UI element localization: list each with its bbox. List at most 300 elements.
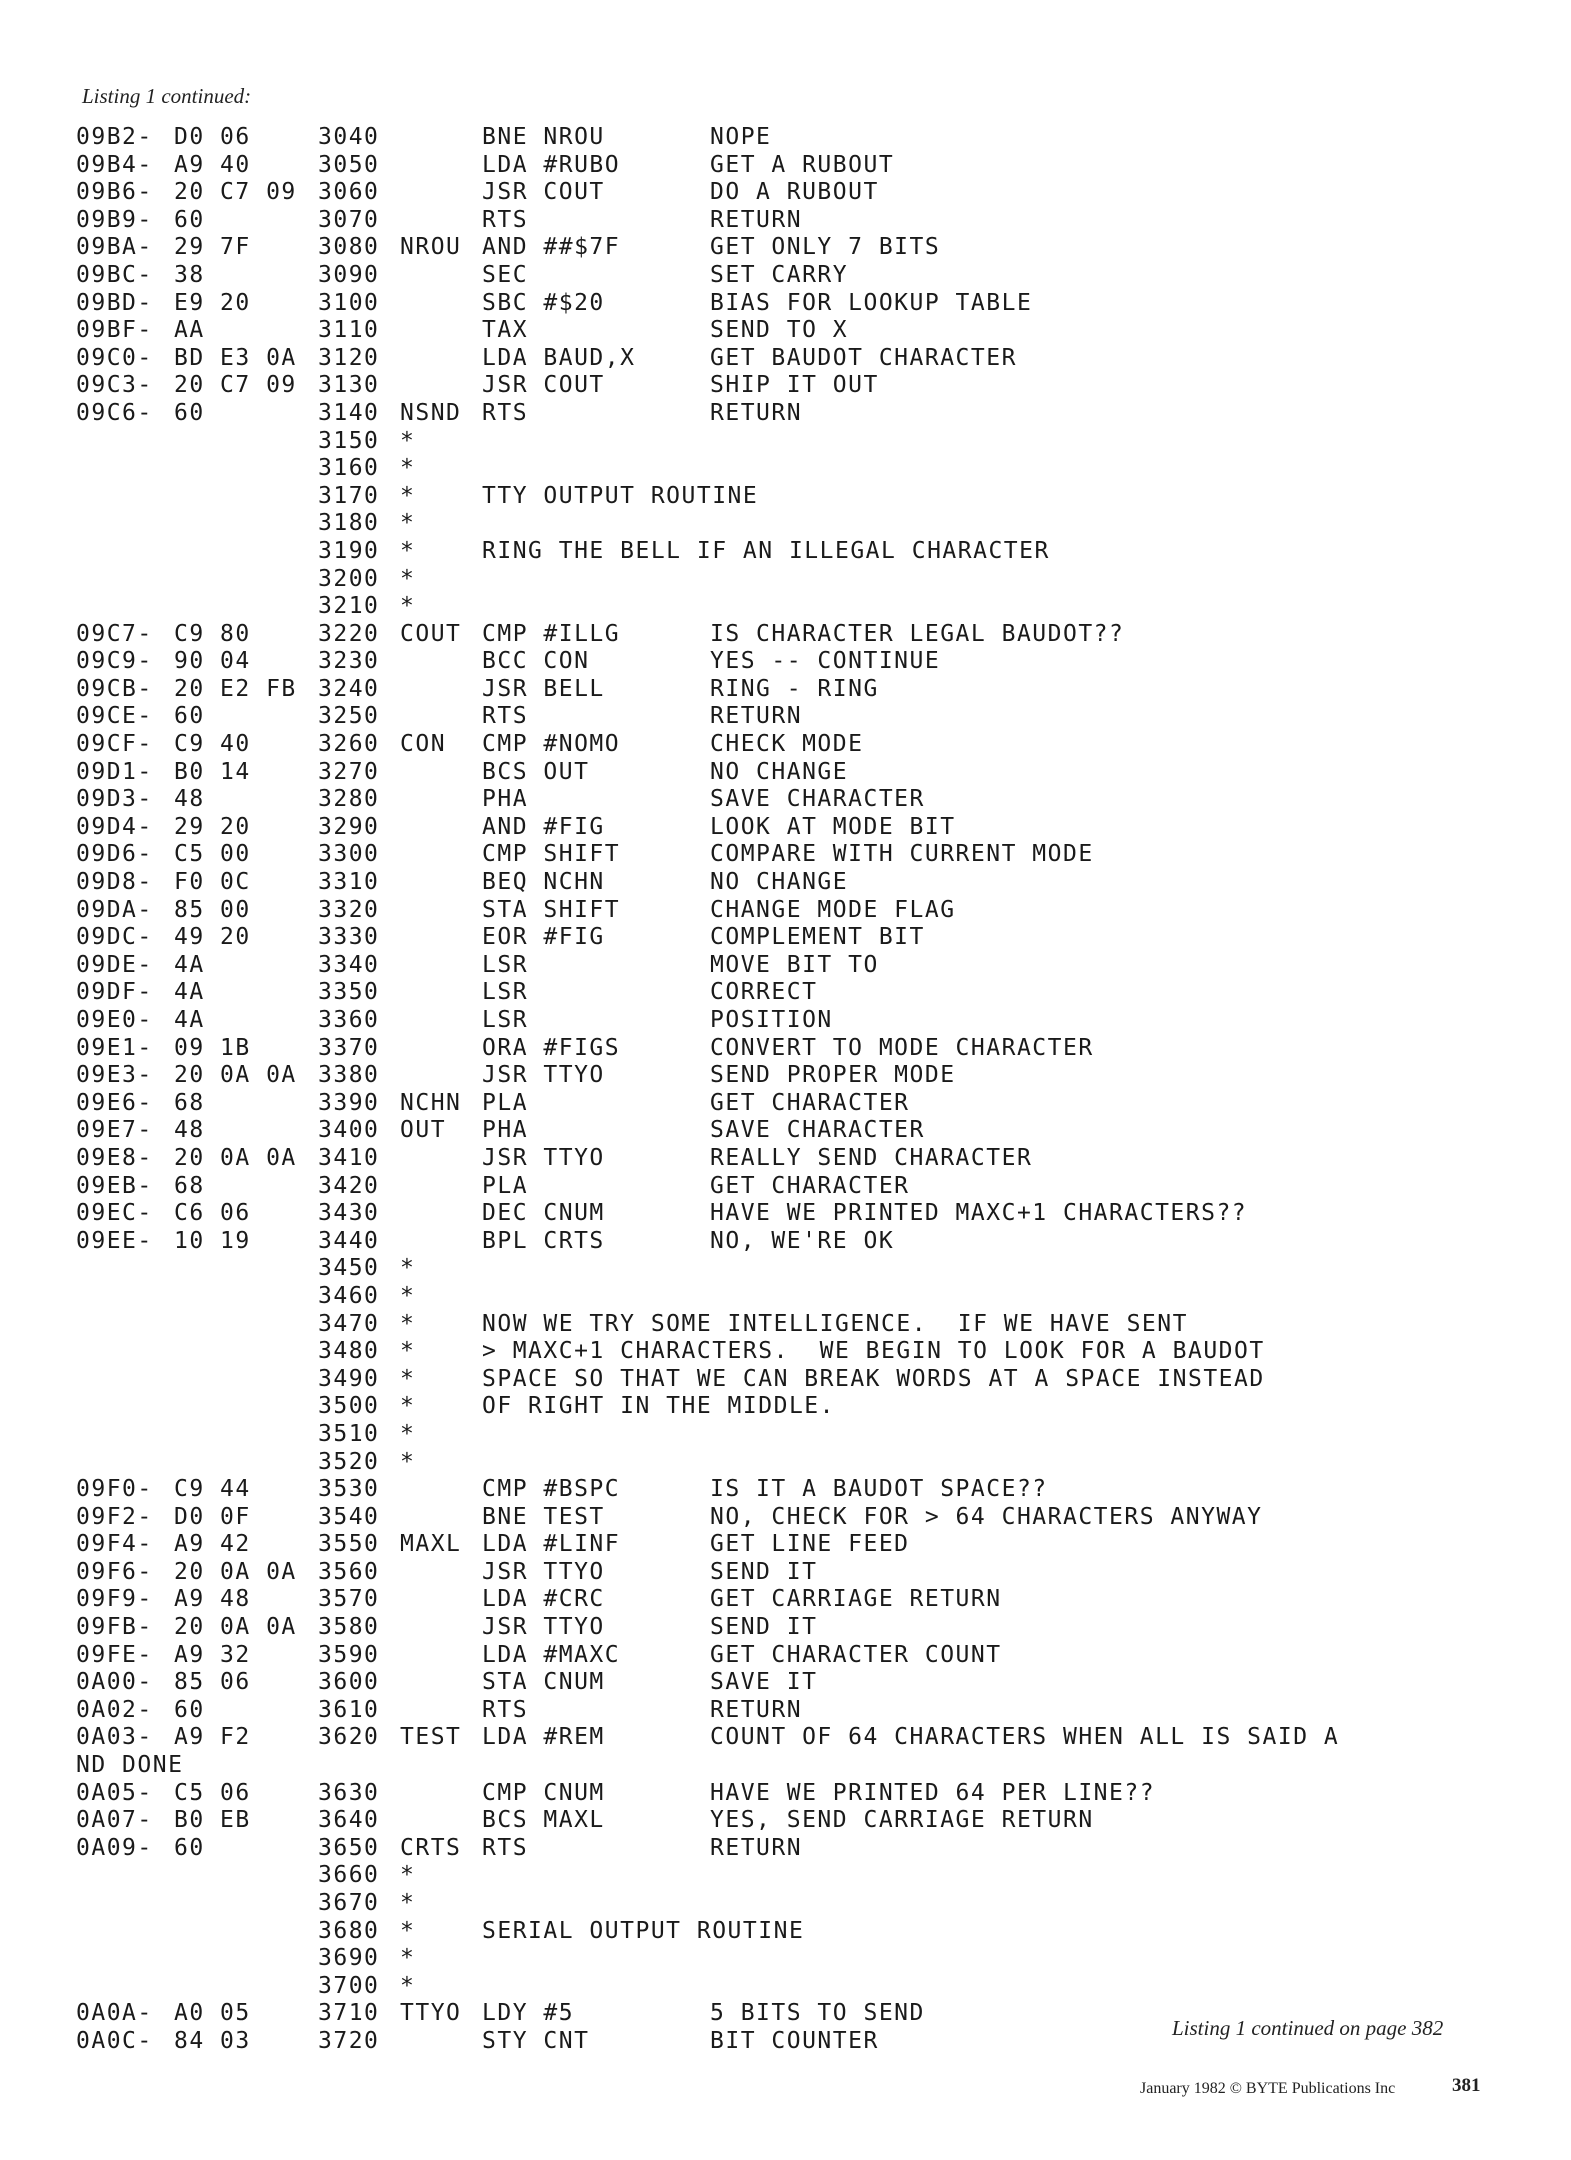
listing-comment: BIAS FOR LOOKUP TABLE: [710, 289, 1033, 316]
listing-bytes: 4A: [174, 1007, 205, 1033]
listing-line: 3690: [318, 1945, 380, 1972]
listing-op: BNE TEST: [482, 1503, 605, 1530]
listing-addr: 09B6-: [76, 179, 153, 206]
listing-comment: SEND TO X: [710, 317, 849, 344]
listing-label: *: [400, 1945, 416, 1972]
listing-line: 3530: [318, 1476, 380, 1503]
listing-line: [76, 1338, 1516, 1366]
listing-comment: SAVE CHARACTER: [710, 786, 925, 813]
listing-line: [76, 1062, 1516, 1090]
listing-line: 3300: [318, 841, 380, 868]
listing-label: *: [400, 510, 416, 537]
listing-addr: 09D4-: [76, 813, 153, 840]
listing-comment: CORRECT: [710, 979, 818, 1006]
listing-op: STY CNT: [482, 2027, 590, 2054]
listing-op: PHA: [482, 786, 529, 813]
page-footer: January 1982 © BYTE Publications Inc: [1140, 2080, 1396, 2097]
listing-line: [76, 621, 1516, 649]
listing-bytes: 60: [174, 206, 205, 233]
listing-addr: 09D1-: [76, 758, 153, 785]
listing-op: SEC: [482, 261, 529, 288]
listing-bytes: 4A: [174, 979, 205, 1006]
listing-op: BCC CON: [482, 648, 590, 675]
listing-label: *: [400, 1862, 416, 1889]
listing-addr: 09E8-: [76, 1144, 153, 1171]
listing-op: RING THE BELL IF AN ILLEGAL CHARACTER: [482, 537, 1050, 564]
listing-line: [76, 262, 1516, 290]
listing-op: STA CNUM: [482, 1669, 605, 1696]
listing-line: 3050: [318, 151, 380, 178]
listing-addr: 09F2-: [76, 1503, 153, 1530]
listing-op: JSR TTYO: [482, 1144, 605, 1171]
listing-op: LSR: [482, 951, 529, 978]
listing-line: [76, 428, 1516, 456]
listing-line: 3270: [318, 758, 380, 785]
listing-line: 3290: [318, 813, 380, 840]
listing-bytes: C5 00: [174, 841, 251, 868]
listing-line: [76, 152, 1516, 180]
listing-bytes: 20 0A 0A: [174, 1614, 297, 1641]
listing-line: 3650: [318, 1834, 380, 1861]
listing-addr: 09C3-: [76, 372, 153, 399]
listing-addr: 09DC-: [76, 924, 153, 951]
listing-line: [76, 1449, 1516, 1477]
listing-op: BCS MAXL: [482, 1807, 605, 1834]
listing-line: 3250: [318, 703, 380, 730]
listing-line: [76, 1890, 1516, 1918]
listing-line: 3430: [318, 1200, 380, 1227]
listing-comment: REALLY SEND CHARACTER: [710, 1144, 1033, 1171]
listing-line: 3580: [318, 1614, 380, 1641]
listing-line: 3160: [318, 455, 380, 482]
listing-label: *: [400, 1393, 416, 1420]
listing-line: 3390: [318, 1089, 380, 1116]
listing-line: [76, 1283, 1516, 1311]
listing-bytes: E9 20: [174, 289, 251, 316]
listing-line: [76, 1724, 1516, 1752]
listing-addr: 09C0-: [76, 344, 153, 371]
listing-op: TAX: [482, 317, 529, 344]
listing-op: SBC #$20: [482, 289, 605, 316]
listing-comment: SAVE IT: [710, 1669, 818, 1696]
listing-addr: 09FB-: [76, 1614, 153, 1641]
listing-line: 3080: [318, 234, 380, 261]
listing-bytes: 29 20: [174, 813, 251, 840]
listing-line: [76, 1421, 1516, 1449]
listing-comment: RETURN: [710, 399, 803, 426]
listing-line: [76, 1311, 1516, 1339]
listing-line: 3200: [318, 565, 380, 592]
listing-line: 3220: [318, 620, 380, 647]
listing-bytes: 49 20: [174, 924, 251, 951]
listing-addr: 09F0-: [76, 1476, 153, 1503]
listing-comment: POSITION: [710, 1007, 833, 1033]
listing-addr: 09EE-: [76, 1227, 153, 1254]
listing-op: JSR TTYO: [482, 1614, 605, 1641]
listing-line: 3040: [318, 124, 380, 150]
listing-line: 3090: [318, 261, 380, 288]
listing-line: 3150: [318, 427, 380, 454]
listing-addr: 09F4-: [76, 1531, 153, 1558]
listing-line: [76, 1504, 1516, 1532]
listing-label: OUT: [400, 1117, 447, 1144]
listing-op: LDA BAUD,X: [482, 344, 636, 371]
listing-op: JSR COUT: [482, 179, 605, 206]
listing-addr: 09DE-: [76, 951, 153, 978]
listing-op: PHA: [482, 1117, 529, 1144]
listing-line: [76, 593, 1516, 621]
listing-op: LDA #LINF: [482, 1531, 621, 1558]
listing-bytes: A0 05: [174, 2000, 251, 2027]
continued-note: Listing 1 continued on page 382: [1172, 2016, 1444, 2040]
listing-line: [76, 786, 1516, 814]
listing-line: [76, 290, 1516, 318]
listing-line: [76, 1145, 1516, 1173]
listing-comment: 5 BITS TO SEND: [710, 2000, 925, 2027]
listing-label: NROU: [400, 234, 462, 261]
listing-op: DEC CNUM: [482, 1200, 605, 1227]
listing-bytes: 90 04: [174, 648, 251, 675]
listing-addr: 09CE-: [76, 703, 153, 730]
listing-line: 3440: [318, 1227, 380, 1254]
listing-op: PLA: [482, 1089, 529, 1116]
listing-bytes: 60: [174, 399, 205, 426]
listing-op: JSR TTYO: [482, 1062, 605, 1089]
listing-comment: SET CARRY: [710, 261, 849, 288]
listing-line: 3720: [318, 2027, 380, 2054]
listing-bytes: 38: [174, 261, 205, 288]
listing-addr: 09EC-: [76, 1200, 153, 1227]
listing-op: RTS: [482, 1696, 529, 1723]
listing-bytes: D0 06: [174, 124, 251, 150]
listing-bytes: F0 0C: [174, 869, 251, 896]
listing-op: STA SHIFT: [482, 896, 621, 923]
listing-addr: 09B2-: [76, 124, 153, 150]
listing-label: *: [400, 427, 416, 454]
listing-label: TEST: [400, 1724, 462, 1751]
listing-op: BCS OUT: [482, 758, 590, 785]
listing-bytes: C9 44: [174, 1476, 251, 1503]
listing-op: OF RIGHT IN THE MIDDLE.: [482, 1393, 835, 1420]
listing-op: CMP #NOMO: [482, 731, 621, 758]
listing-line: [76, 538, 1516, 566]
listing-line: 3710: [318, 2000, 380, 2027]
listing-label: *: [400, 565, 416, 592]
listing-op: SERIAL OUTPUT ROUTINE: [482, 1917, 805, 1944]
listing-bytes: C9 40: [174, 731, 251, 758]
listing-label: CRTS: [400, 1834, 462, 1861]
listing-line: [76, 1780, 1516, 1808]
listing-label: NCHN: [400, 1089, 462, 1116]
listing-line: [76, 1559, 1516, 1587]
listing-line: [76, 869, 1516, 897]
listing-line: [76, 759, 1516, 787]
listing-line: 3480: [318, 1338, 380, 1365]
listing-comment: SAVE CHARACTER: [710, 1117, 925, 1144]
listing-line: [76, 124, 1516, 152]
listing-line: 3470: [318, 1310, 380, 1337]
listing-line: 3500: [318, 1393, 380, 1420]
listing-line: [76, 317, 1516, 345]
listing-comment: SEND IT: [710, 1614, 818, 1641]
listing-addr: 09BA-: [76, 234, 153, 261]
listing-line: 3540: [318, 1503, 380, 1530]
listing-comment: HAVE WE PRINTED 64 PER LINE??: [710, 1779, 1156, 1806]
listing-bytes: AA: [174, 317, 205, 344]
listing-line: [76, 1835, 1516, 1863]
listing-label: *: [400, 593, 416, 620]
listing-op: RTS: [482, 206, 529, 233]
listing-comment: CONVERT TO MODE CHARACTER: [710, 1034, 1094, 1061]
listing-line: [76, 345, 1516, 373]
listing-label: COUT: [400, 620, 462, 647]
listing-bytes: 20 0A 0A: [174, 1144, 297, 1171]
listing-line: 3640: [318, 1807, 380, 1834]
listing-op: LDA #CRC: [482, 1586, 605, 1613]
listing-op: LSR: [482, 1007, 529, 1033]
listing-label: *: [400, 1972, 416, 1999]
listing-line: [76, 1531, 1516, 1559]
listing-line: 3490: [318, 1365, 380, 1392]
listing-line: 3240: [318, 675, 380, 702]
listing-op: LSR: [482, 979, 529, 1006]
listing-comment: CHANGE MODE FLAG: [710, 896, 956, 923]
listing-line: [76, 1697, 1516, 1725]
listing-line: [76, 566, 1516, 594]
listing-comment: HAVE WE PRINTED MAXC+1 CHARACTERS??: [710, 1200, 1248, 1227]
listing-bytes: 85 00: [174, 896, 251, 923]
listing-bytes: 4A: [174, 951, 205, 978]
page-number: 381: [1452, 2075, 1481, 2096]
listing-line: [76, 841, 1516, 869]
code-listing: [76, 124, 1516, 2054]
listing-label: *: [400, 455, 416, 482]
listing-comment: SEND PROPER MODE: [710, 1062, 956, 1089]
listing-addr: 0A09-: [76, 1834, 153, 1861]
listing-line: [76, 1255, 1516, 1283]
listing-bytes: 48: [174, 786, 205, 813]
listing-line: 3340: [318, 951, 380, 978]
listing-addr: 09F6-: [76, 1558, 153, 1585]
listing-addr: 09D8-: [76, 869, 153, 896]
listing-bytes: B0 14: [174, 758, 251, 785]
listing-addr: 09D3-: [76, 786, 153, 813]
listing-bytes: 20 0A 0A: [174, 1558, 297, 1585]
listing-addr: 0A0A-: [76, 2000, 153, 2027]
listing-line: 3450: [318, 1255, 380, 1282]
listing-op: RTS: [482, 703, 529, 730]
listing-op: BEQ NCHN: [482, 869, 605, 896]
listing-caption: Listing 1 continued:: [82, 84, 252, 108]
listing-line: 3170: [318, 482, 380, 509]
listing-op: JSR BELL: [482, 675, 605, 702]
listing-addr: 09BC-: [76, 261, 153, 288]
listing-addr: 0A05-: [76, 1779, 153, 1806]
listing-bytes: 85 06: [174, 1669, 251, 1696]
listing-comment: GET A RUBOUT: [710, 151, 895, 178]
listing-line: [76, 1945, 1516, 1973]
listing-line: [76, 1366, 1516, 1394]
listing-comment: BIT COUNTER: [710, 2027, 879, 2054]
listing-comment: COMPLEMENT BIT: [710, 924, 925, 951]
listing-bytes: 20 E2 FB: [174, 675, 297, 702]
listing-bytes: 20 0A 0A: [174, 1062, 297, 1089]
listing-line: 3060: [318, 179, 380, 206]
listing-line: 3460: [318, 1282, 380, 1309]
listing-comment: RETURN: [710, 1696, 803, 1723]
listing-line: 3140: [318, 399, 380, 426]
wrapped-text: ND DONE: [76, 1752, 184, 1779]
listing-line: 3360: [318, 1007, 380, 1033]
listing-op: CMP #BSPC: [482, 1476, 621, 1503]
listing-bytes: A9 32: [174, 1641, 251, 1668]
listing-line: 3130: [318, 372, 380, 399]
listing-line: 3350: [318, 979, 380, 1006]
listing-line: [76, 1862, 1516, 1890]
listing-line: [76, 1476, 1516, 1504]
listing-label: *: [400, 1255, 416, 1282]
listing-bytes: 20 C7 09: [174, 372, 297, 399]
listing-addr: 09B4-: [76, 151, 153, 178]
listing-line: [76, 1173, 1516, 1201]
listing-comment: COUNT OF 64 CHARACTERS WHEN ALL IS SAID A: [710, 1724, 1340, 1751]
listing-bytes: A9 F2: [174, 1724, 251, 1751]
listing-comment: GET CHARACTER: [710, 1172, 910, 1199]
listing-label: CON: [400, 731, 447, 758]
listing-line: 3370: [318, 1034, 380, 1061]
listing-line: 3610: [318, 1696, 380, 1723]
listing-label: *: [400, 1338, 416, 1365]
listing-addr: 0A00-: [76, 1669, 153, 1696]
listing-label: *: [400, 1365, 416, 1392]
listing-comment: CHECK MODE: [710, 731, 864, 758]
listing-bytes: A9 48: [174, 1586, 251, 1613]
listing-bytes: BD E3 0A: [174, 344, 297, 371]
listing-addr: 09E7-: [76, 1117, 153, 1144]
listing-addr: 0A02-: [76, 1696, 153, 1723]
listing-bytes: 60: [174, 1834, 205, 1861]
listing-line: [76, 897, 1516, 925]
listing-line: [76, 1807, 1516, 1835]
listing-line: 3380: [318, 1062, 380, 1089]
listing-line: 3260: [318, 731, 380, 758]
listing-label: *: [400, 1448, 416, 1475]
listing-line: [76, 207, 1516, 235]
listing-line: [76, 731, 1516, 759]
listing-line: [76, 703, 1516, 731]
listing-line: [76, 1642, 1516, 1670]
listing-bytes: 68: [174, 1172, 205, 1199]
listing-bytes: C6 06: [174, 1200, 251, 1227]
listing-addr: 09BD-: [76, 289, 153, 316]
listing-op: LDA #MAXC: [482, 1641, 621, 1668]
listing-addr: 09DA-: [76, 896, 153, 923]
listing-comment: NO, CHECK FOR > 64 CHARACTERS ANYWAY: [710, 1503, 1263, 1530]
listing-op: CMP #ILLG: [482, 620, 621, 647]
listing-line: [76, 510, 1516, 538]
listing-bytes: C5 06: [174, 1779, 251, 1806]
listing-line: 3520: [318, 1448, 380, 1475]
listing-line: 3100: [318, 289, 380, 316]
listing-line: [76, 1090, 1516, 1118]
listing-line: [76, 1669, 1516, 1697]
listing-comment: GET CARRIAGE RETURN: [710, 1586, 1002, 1613]
listing-line: [76, 1918, 1516, 1946]
listing-addr: 09C6-: [76, 399, 153, 426]
listing-line: 3570: [318, 1586, 380, 1613]
listing-line: [76, 648, 1516, 676]
listing-line: 3590: [318, 1641, 380, 1668]
listing-op: RTS: [482, 1834, 529, 1861]
listing-comment: RETURN: [710, 703, 803, 730]
listing-label: *: [400, 1917, 416, 1944]
listing-line: 3670: [318, 1890, 380, 1916]
listing-line: [76, 1973, 1516, 2001]
listing-addr: 09E0-: [76, 1007, 153, 1033]
listing-comment: NO, WE'RE OK: [710, 1227, 895, 1254]
listing-line: 3660: [318, 1862, 380, 1889]
listing-line: [76, 1586, 1516, 1614]
listing-comment: SHIP IT OUT: [710, 372, 879, 399]
listing-addr: 09D6-: [76, 841, 153, 868]
listing-comment: YES -- CONTINUE: [710, 648, 941, 675]
listing-line: 3620: [318, 1724, 380, 1751]
listing-line: 3210: [318, 593, 380, 620]
listing-addr: 0A07-: [76, 1807, 153, 1834]
listing-bytes: 20 C7 09: [174, 179, 297, 206]
listing-op: PLA: [482, 1172, 529, 1199]
listing-comment: NO CHANGE: [710, 869, 849, 896]
listing-label: MAXL: [400, 1531, 462, 1558]
listing-addr: 09E3-: [76, 1062, 153, 1089]
listing-line: 3330: [318, 924, 380, 951]
listing-comment: LOOK AT MODE BIT: [710, 813, 956, 840]
listing-line: [76, 455, 1516, 483]
listing-label: *: [400, 1890, 416, 1916]
listing-line: [76, 814, 1516, 842]
listing-addr: 09E1-: [76, 1034, 153, 1061]
listing-line: [76, 1393, 1516, 1421]
listing-bytes: 68: [174, 1089, 205, 1116]
listing-bytes: 09 1B: [174, 1034, 251, 1061]
listing-label: *: [400, 537, 416, 564]
listing-comment: RETURN: [710, 1834, 803, 1861]
listing-op: AND #FIG: [482, 813, 605, 840]
listing-label: *: [400, 1420, 416, 1447]
listing-line: [76, 483, 1516, 511]
listing-line: [76, 179, 1516, 207]
listing-op: TTY OUTPUT ROUTINE: [482, 482, 759, 509]
listing-comment: GET CHARACTER COUNT: [710, 1641, 1002, 1668]
listing-op: JSR TTYO: [482, 1558, 605, 1585]
listing-line: [76, 1007, 1516, 1035]
listing-line: [76, 1614, 1516, 1642]
listing-line: [76, 372, 1516, 400]
listing-addr: 09F9-: [76, 1586, 153, 1613]
listing-line: 3420: [318, 1172, 380, 1199]
listing-addr: 09C9-: [76, 648, 153, 675]
listing-line: 3120: [318, 344, 380, 371]
listing-label: *: [400, 1282, 416, 1309]
listing-comment: SEND IT: [710, 1558, 818, 1585]
listing-line: [76, 1035, 1516, 1063]
listing-bytes: 29 7F: [174, 234, 251, 261]
listing-label: NSND: [400, 399, 462, 426]
listing-line: [76, 1200, 1516, 1228]
listing-line: 3070: [318, 206, 380, 233]
listing-op: JSR COUT: [482, 372, 605, 399]
listing-addr: 09CF-: [76, 731, 153, 758]
